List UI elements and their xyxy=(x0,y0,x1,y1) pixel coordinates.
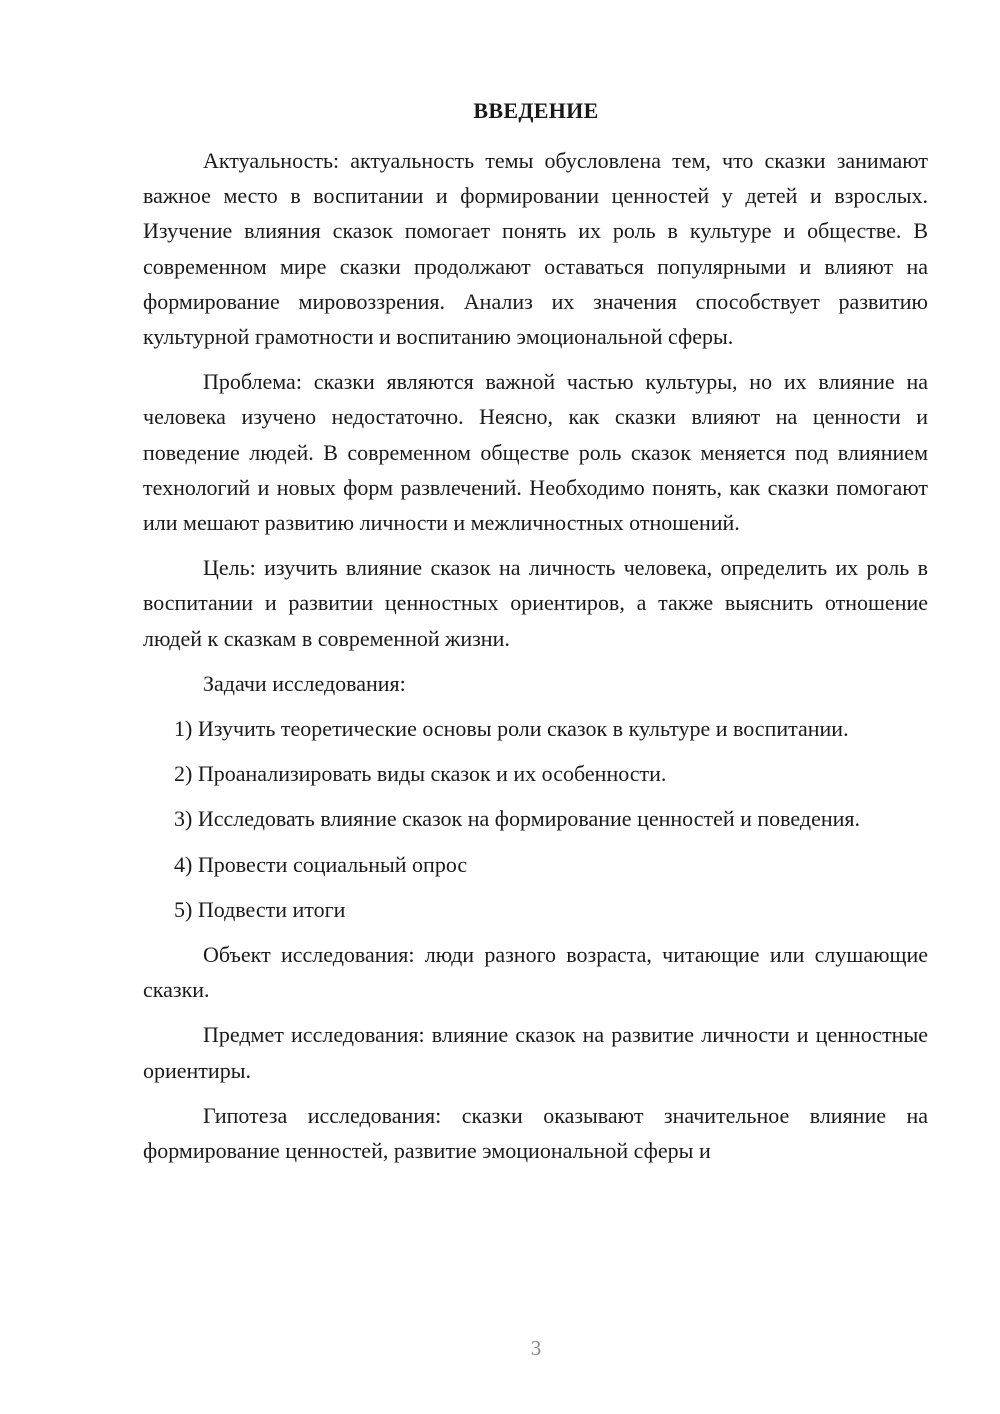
task-item-3: 3) Исследовать влияние сказок на формирование ценностей и поведения. xyxy=(174,806,861,832)
task-item-4: 4) Провести социальный опрос xyxy=(174,851,468,877)
paragraph-hypothesis: Гипотеза исследования: сказки оказывают значительное влияние на формирование ценностей, развитие эмоциональной сферы и xyxy=(143,1102,928,1164)
paragraph-object: Объект исследования: люди разного возраста, читающие или слушающие сказки. xyxy=(143,942,928,1003)
task-item-5: 5) Подвести итоги xyxy=(174,896,346,922)
task-item-2: 2) Проанализировать виды сказок и их особенности. xyxy=(174,761,667,787)
paragraph-goal: Цель: изучить влияние сказок на личность человека, определить их роль в воспитании и развитии ценностных ориентиров, а также выяснить отношение людей к сказкам в современной жизни. xyxy=(143,555,928,651)
paragraph-problem: Проблема: сказки являются важной частью культуры, но их влияние на человека изучено недостаточно. Неясно, как сказки влияют на ценности и поведение людей. В современном обществе роль сказок меняется под влиянием технологий и новых форм развлечений. Необходимо понять, как сказки помогают или мешают развитию личности и межличностных отношений. xyxy=(143,369,928,536)
body-text xyxy=(143,143,928,1178)
page-number: 3 xyxy=(530,1336,542,1360)
paragraph-relevance: Актуальность: актуальность темы обусловлена тем, что сказки занимают важное место в воспитании и формировании ценностей у детей и взрослых. Изучение влияния сказок помогает понять их роль в культуре и обществе. В современном мире сказки продолжают оставаться популярными и влияют на формирование мировоззрения. Анализ их значения способствует развитию культурной грамотности и воспитанию эмоциональной сферы. xyxy=(143,148,928,350)
task-item-1: 1) Изучить теоретические основы роли сказок в культуре и воспитании. xyxy=(174,716,849,742)
section-heading: ВВЕДЕНИЕ xyxy=(473,98,599,123)
paragraph-tasks-heading: Задачи исследования: xyxy=(203,670,406,696)
paragraph-subject: Предмет исследования: влияние сказок на развитие личности и ценностные ориентиры. xyxy=(143,1022,928,1083)
